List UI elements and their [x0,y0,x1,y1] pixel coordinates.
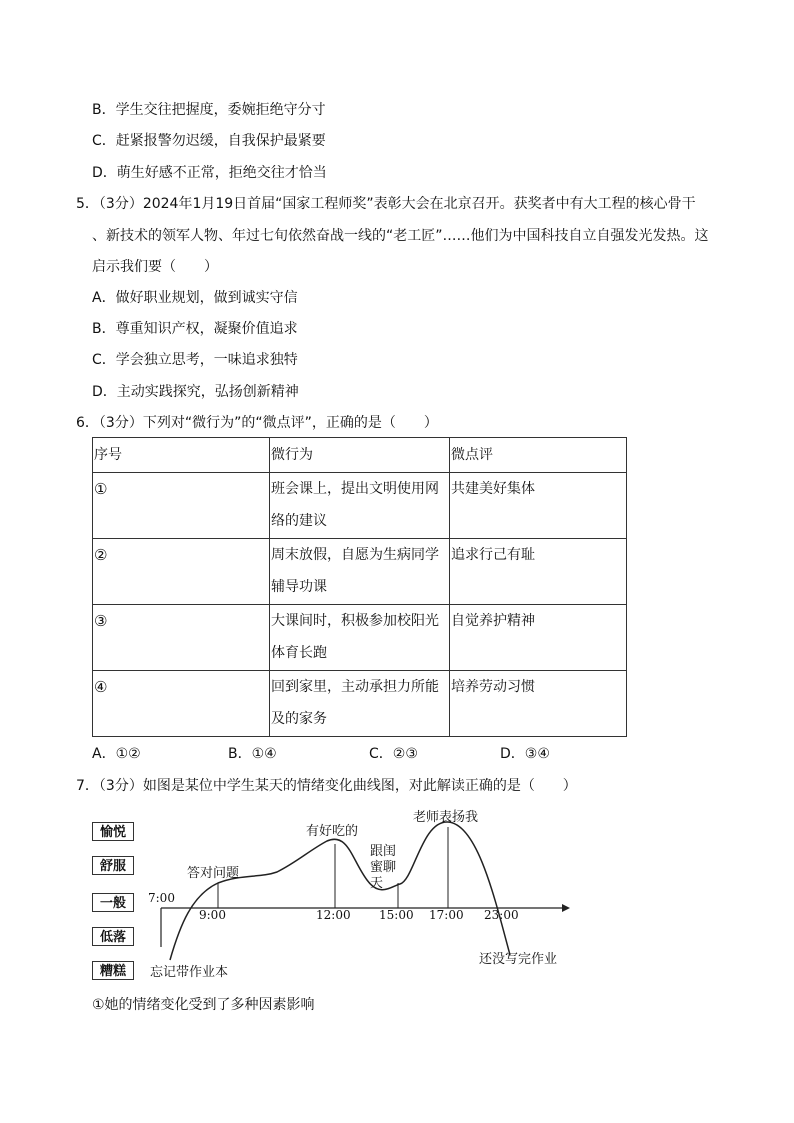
tick-9: 9:00 [199,908,226,922]
behavior-line1: 班会课上，提出文明使用网 [271,481,439,497]
row-number: ③ [93,605,270,671]
behavior-line1: 大课间时，积极参加校阳光 [271,613,439,629]
behavior-line2: 辅导功课 [271,579,327,595]
event-label-12: 有好吃的 [306,824,359,839]
row-comment: 共建美好集体 [450,473,627,539]
q6-table [92,437,627,737]
emotion-level-normal: 一般 [92,893,134,912]
behavior-line2: 体育长跑 [271,645,327,661]
q6-answer-a: A．①② [92,746,141,762]
event-label-23: 还没写完作业 [479,952,558,967]
row-number: ④ [93,671,270,737]
tick-17: 17:00 [429,908,464,922]
q6-stem: 6．（3分）下列对“微行为”的“微点评”，正确的是（ ） [76,415,438,431]
emotion-level-terrible: 糟糕 [92,961,134,980]
q5-stem-line1: 5．（3分）2024年1月19日首届“国家工程师奖”表彰大会在北京召开。获奖者中有大工程的核心骨干 [76,196,696,212]
row-number: ① [93,473,270,539]
q7-statement-1: ①她的情绪变化受到了多种因素影响 [92,997,315,1013]
row-behavior [270,473,450,539]
emotion-level-comfortable: 舒服 [92,856,134,875]
emotion-chart [92,800,582,980]
q6-answer-d: D．③④ [500,746,550,762]
behavior-line2: 及的家务 [271,711,327,727]
behavior-line2: 络的建议 [271,513,327,529]
emotion-level-low: 低落 [92,927,134,946]
header-number: 序号 [93,438,270,473]
tick-7: 7:00 [148,891,175,905]
tick-12: 12:00 [316,908,351,922]
event-label-17: 老师表扬我 [413,810,479,825]
behavior-line1: 周末放假，自愿为生病同学 [271,547,439,563]
header-behavior: 微行为 [270,438,450,473]
row-comment: 自觉养护精神 [450,605,627,671]
table-row [93,671,627,737]
q7-stem: 7．（3分）如图是某位中学生某天的情绪变化曲线图，对此解读正确的是（ ） [76,778,577,794]
q4-option-c: C．赶紧报警勿迟缓，自我保护最紧要 [92,133,326,149]
row-behavior [270,671,450,737]
table-header-row [93,438,627,473]
q6-answer-c: C．②③ [369,746,418,762]
table-row [93,539,627,605]
behavior-line1: 回到家里，主动承担力所能 [271,679,439,695]
q6-answer-b: B．①④ [228,746,277,762]
event-label-15: 跟闺蜜聊天 [370,844,397,891]
q5-option-a: A．做好职业规划，做到诚实守信 [92,290,298,306]
x-axis-arrow [562,904,570,912]
row-comment: 追求行己有耻 [450,539,627,605]
emotion-curve [170,822,510,960]
header-comment: 微点评 [450,438,627,473]
q5-stem-line3: 启示我们要（ ） [92,259,218,275]
tick-15: 15:00 [379,908,414,922]
row-behavior [270,539,450,605]
emotion-level-joyful: 愉悦 [92,822,134,841]
row-number: ② [93,539,270,605]
q5-option-b: B．尊重知识产权，凝聚价值追求 [92,321,298,337]
event-label-7: 忘记带作业本 [150,965,229,980]
table-row [93,473,627,539]
q5-option-d: D．主动实践探究，弘扬创新精神 [92,384,299,400]
tick-23: 23:00 [484,908,519,922]
q5-option-c: C．学会独立思考，一味追求独特 [92,352,298,368]
row-behavior [270,605,450,671]
q4-option-b: B．学生交往把握度，委婉拒绝守分寸 [92,102,326,118]
q4-option-d: D．萌生好感不正常，拒绝交往才恰当 [92,165,327,181]
q5-stem-line2: 、新技术的领军人物、年过七旬依然奋战一线的“老工匠”……他们为中国科技自立自强发光发热。这 [92,228,709,244]
row-comment: 培养劳动习惯 [450,671,627,737]
table-row [93,605,627,671]
event-label-9: 答对问题 [187,866,240,881]
